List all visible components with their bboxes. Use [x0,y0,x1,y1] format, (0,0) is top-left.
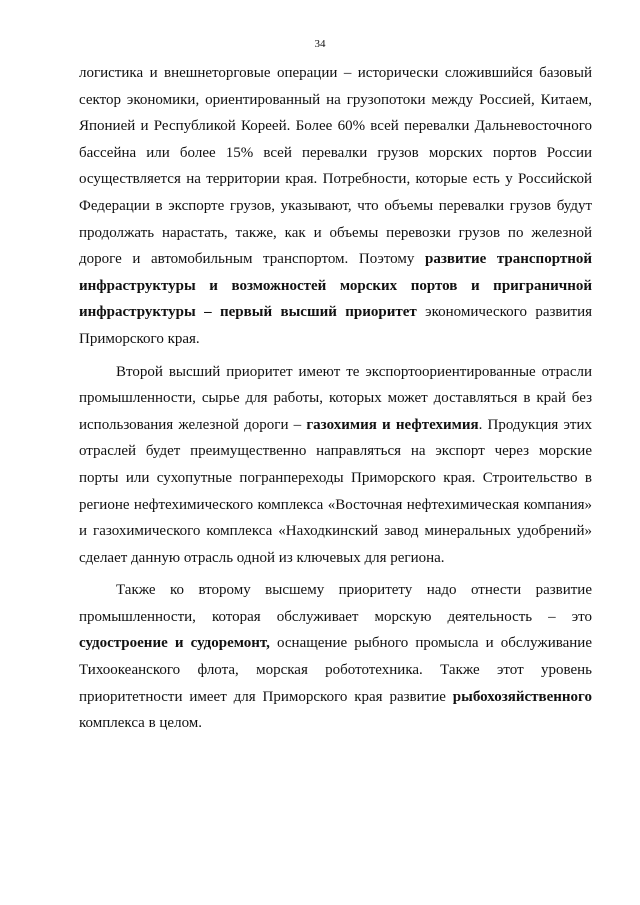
page-number: 34 [314,38,326,50]
bold-text-span: газохимия и нефтехимия [306,416,479,433]
bold-text-span: рыбохозяйственного [452,688,592,705]
body-text [79,60,592,737]
text-span: . Продукция этих отраслей будет преимущественно направляться на экспорт через морские порты или сухопутные погранпереходы Приморского края. Строительство в регионе нефтехимического комплекса «Восточная нефтехимическая компания» и газохимического комплекса «Находкинский завод минеральных удобрений» сделает данную отрасль одной из ключевых для региона. [79,416,592,566]
text-span: оснащение рыбного промысла и обслуживание Тихоокеанского флота, морская робототехника. Также этот уровень приоритетности имеет для Приморского края развитие [79,635,592,705]
text-span: логистика и внешнеторговые операции – исторически сложившийся базовый сектор экономики, ориентированный на грузопотоки между Россией, Китаем, Японией и Республикой Кореей. Более 60% всей перевалки Дальневосточного бассейна или более 15% всей перевалки грузов морских портов России осуществляется на территории края. Потребности, которые есть у Российской Федерации в экспорте грузов, указывают, что объемы перевалки грузов будут продолжать нарастать, также, как и объемы перевозки грузов по железной дороге и автомобильным транспортом. Поэтому [79,65,592,268]
paragraph-1 [79,60,592,353]
text-span: Также ко второму высшему приоритету надо отнести развитие промышленности, которая обслуживает морскую деятельность – это [79,582,592,625]
paragraph-3 [79,577,592,737]
paragraph-2 [79,359,592,572]
text-span: комплекса в целом. [79,715,203,732]
bold-text-span: судостроение и судоремонт, [79,635,270,652]
bold-text-span: развитие транспортной инфраструктуры и возможностей морских портов и приграничной инфраструктуры – первый высший приоритет [79,251,592,321]
text-span: экономического развития Приморского края. [79,304,593,347]
text-span: Второй высший приоритет имеют те экспортоориентированные отрасли промышленности, сырье для работы, которых может доставляться в край без использования железной дороги – [79,363,592,433]
